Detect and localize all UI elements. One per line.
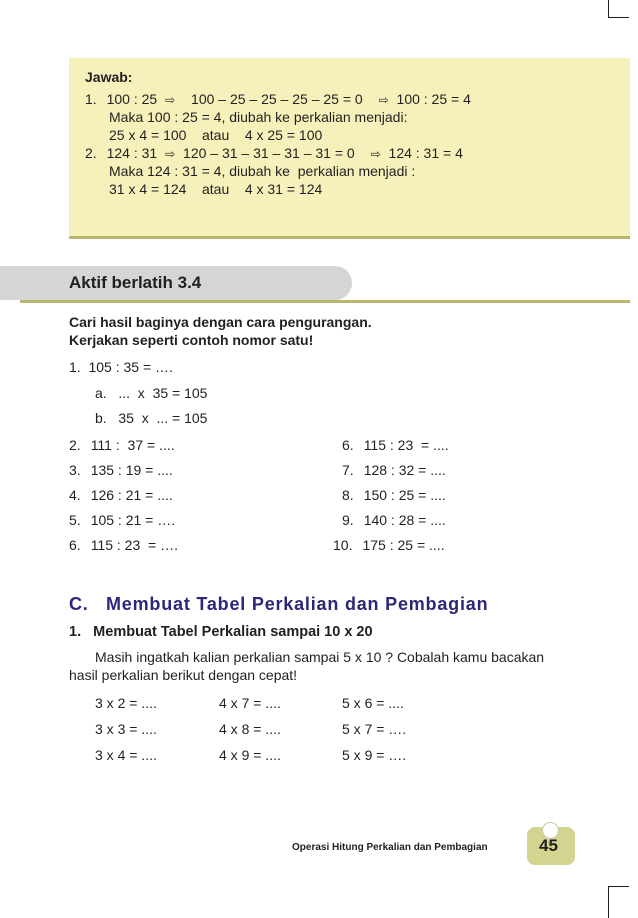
answer-line-3: 25 x 4 = 100 atau 4 x 25 = 100 xyxy=(109,127,323,143)
multiplication-item: 3 x 4 = .... xyxy=(95,747,157,763)
multiplication-item: 5 x 9 = …. xyxy=(342,747,407,763)
question-10: 10. 175 : 25 = .... xyxy=(333,537,445,553)
question-5: 5. 105 : 21 = …. xyxy=(69,512,176,528)
multiplication-item: 3 x 3 = .... xyxy=(95,721,157,737)
arrow-right-icon: ⇨ xyxy=(165,147,176,161)
crop-mark-bottom-right xyxy=(608,886,629,918)
question-4: 4. 126 : 21 = .... xyxy=(69,487,173,503)
question-8: 8. 150 : 25 = .... xyxy=(342,487,446,503)
question-2: 2. 111 : 37 = .... xyxy=(69,437,175,453)
page-number: 45 xyxy=(539,836,558,855)
arrow-right-icon: ⇨ xyxy=(370,147,381,161)
multiplication-item: 4 x 9 = .... xyxy=(219,747,281,763)
section-c-subtitle: 1. Membuat Tabel Perkalian sampai 10 x 20 xyxy=(69,624,373,640)
banner-underline xyxy=(20,300,630,303)
answer-box xyxy=(69,58,630,239)
multiplication-item: 4 x 8 = .... xyxy=(219,721,281,737)
answer-line-4: 2. 124 : 31 ⇨ 120 – 31 – 31 – 31 – 31 = 0 ⇨ 124 : 31 = 4 xyxy=(85,145,463,161)
multiplication-item: 3 x 2 = .... xyxy=(95,695,157,711)
answer-line-5: Maka 124 : 31 = 4, diubah ke perkalian menjadi : xyxy=(109,163,416,179)
question-1: 1. 105 : 35 = …. xyxy=(69,359,173,375)
answer-heading: Jawab: xyxy=(85,69,133,85)
question-7: 7. 128 : 32 = .... xyxy=(342,462,446,478)
question-3: 3. 135 : 19 = .... xyxy=(69,462,173,478)
answer-line-6: 31 x 4 = 124 atau 4 x 31 = 124 xyxy=(109,181,323,197)
question-6-left: 6. 115 : 23 = …. xyxy=(69,537,178,553)
instruction-2: Kerjakan seperti contoh nomor satu! xyxy=(69,332,314,348)
footer-chapter-title: Operasi Hitung Perkalian dan Pembagian xyxy=(292,842,488,853)
arrow-right-icon: ⇨ xyxy=(378,93,389,107)
question-1a: a. ... x 35 = 105 xyxy=(95,385,208,401)
multiplication-item: 5 x 6 = .... xyxy=(342,695,404,711)
multiplication-item: 4 x 7 = .... xyxy=(219,695,281,711)
section-c-paragraph-1: Masih ingatkah kalian perkalian sampai 5 x 10 ? Cobalah kamu bacakan xyxy=(95,649,545,665)
answer-line-2: Maka 100 : 25 = 4, diubah ke perkalian menjadi: xyxy=(109,109,408,125)
instruction-1: Cari hasil baginya dengan cara pengurangan. xyxy=(69,314,372,330)
crop-mark-top-right xyxy=(608,0,629,18)
question-9: 9. 140 : 28 = .... xyxy=(342,512,446,528)
exercise-title: Aktif berlatih 3.4 xyxy=(69,273,202,292)
section-c-title: C. Membuat Tabel Perkalian dan Pembagian xyxy=(69,594,489,614)
section-c-paragraph-2: hasil perkalian berikut dengan cepat! xyxy=(69,667,298,683)
multiplication-item: 5 x 7 = …. xyxy=(342,721,407,737)
question-6: 6. 115 : 23 = .... xyxy=(342,437,449,453)
arrow-right-icon: ⇨ xyxy=(165,93,176,107)
question-1b: b. 35 x ... = 105 xyxy=(95,410,208,426)
answer-line-1: 1. 100 : 25 ⇨ 100 – 25 – 25 – 25 – 25 = 0 ⇨ 100 : 25 = 4 xyxy=(85,91,471,107)
